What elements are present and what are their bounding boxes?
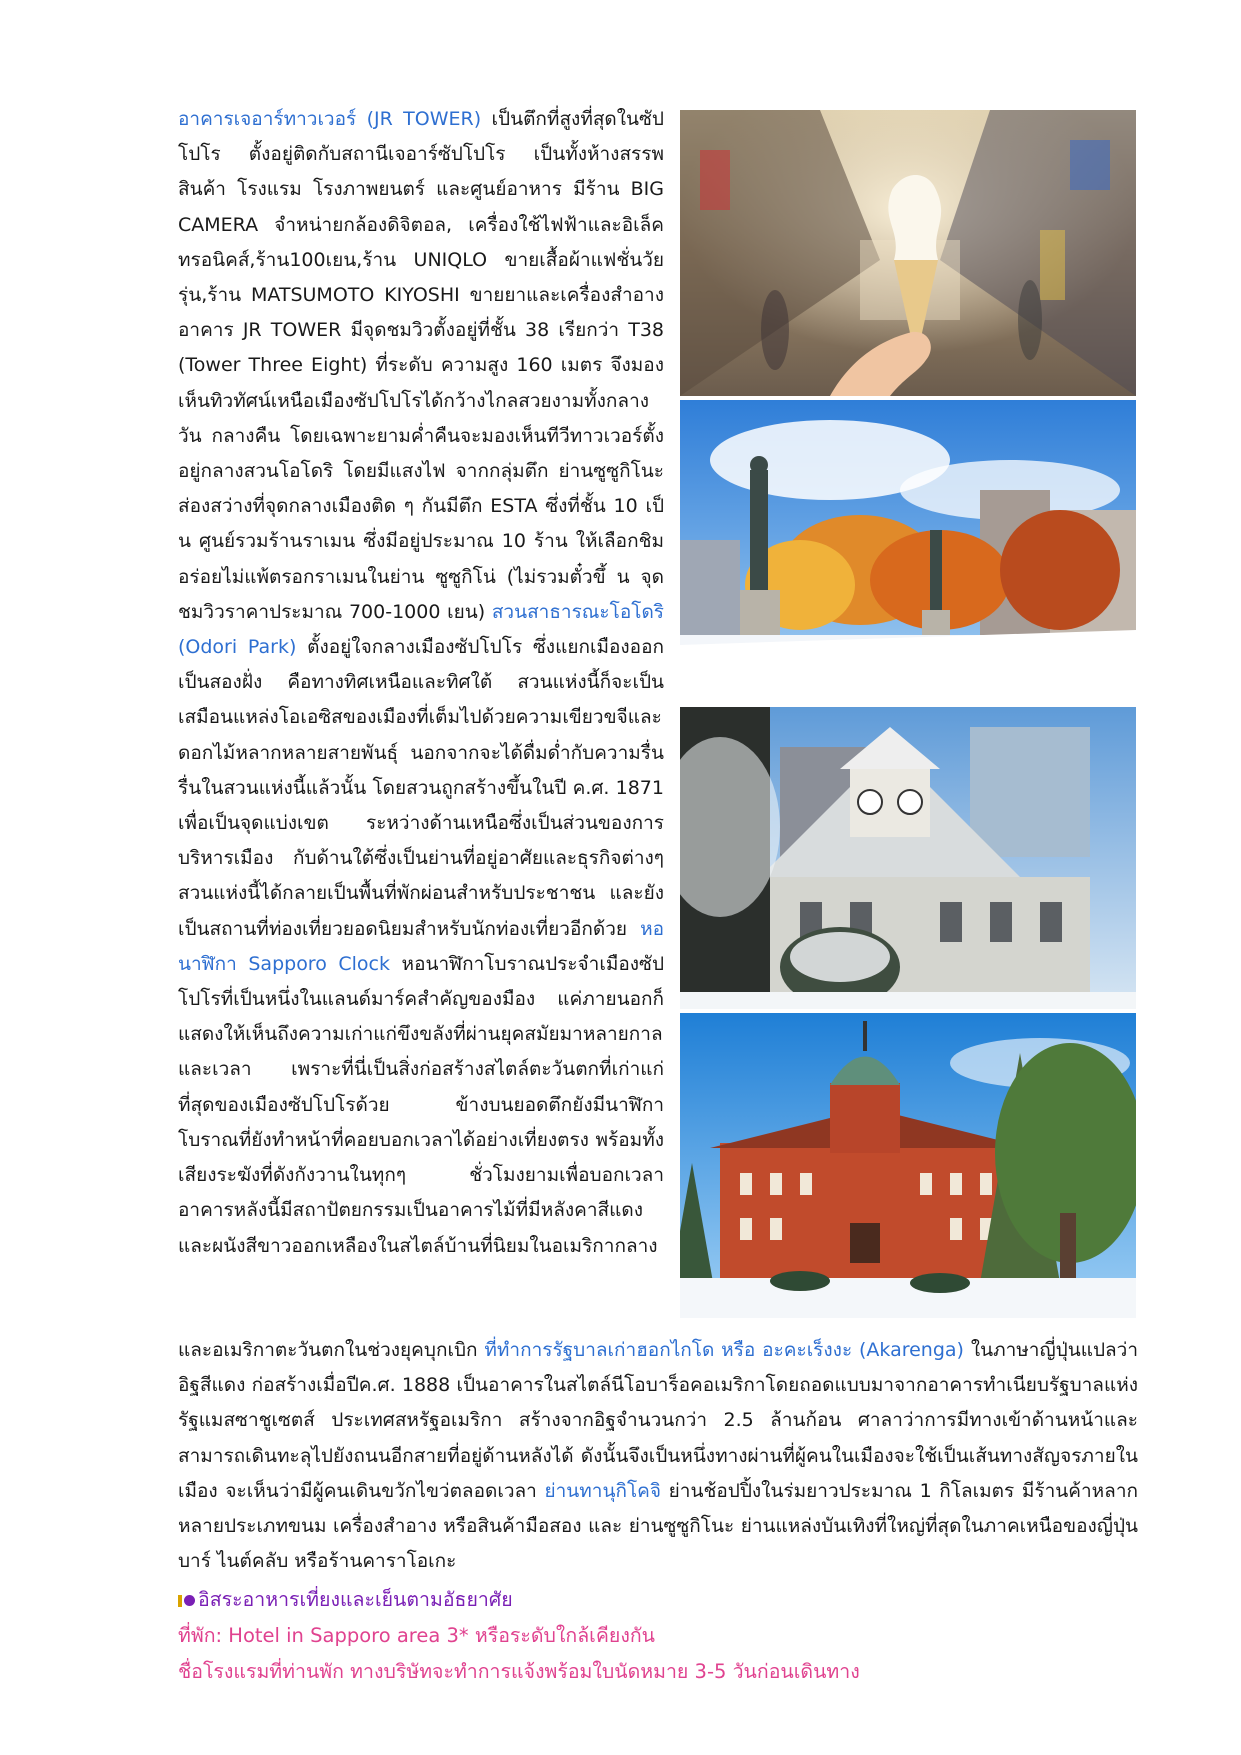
sapporo-clock-tower-photo <box>680 707 1136 1009</box>
jr-tower-link[interactable]: อาคารเจอาร์ทาวเวอร์ (JR TOWER) <box>178 108 482 130</box>
akarenga-link[interactable]: ที่ทำการรัฐบาลเก่าฮอกไกโด หรือ อะคะเร็งงะ (Akarenga) <box>484 1339 964 1361</box>
hotel-line <box>178 1618 1138 1654</box>
full-width-text <box>178 1333 1138 1579</box>
akarenga-paragraph: ในภาษาญี่ปุ่นแปลว่า อิฐสีแดง ก่อสร้างเมื่อปีค.ศ. 1888 เป็นอาคารในสไตล์นีโอบาร็อคอเมริกาโดยถอดแบบมาจากอาคารทำเนียบรัฐบาลแห่งรัฐแมสซาชูเซตส์ ประเทศสหรัฐอเมริกา สร้างจากอิฐจำนวนกว่า 2.5 ล้านก้อน ศาลาว่าการมีทางเข้าด้านหน้าและสามารถเดินทะลุไปยังถนนอีกสายที่อยู่ด้านหลังได้ ดังนั้นจึงเป็นหนึ่งทางผ่านที่ผู้คนในเมืองจะใช้เป็นเส้นทางสัญจรภายในเมือง จะเห็นว่ามีผู้คนเดินขวักไขว่ตลอดเวลา <box>178 1339 1138 1502</box>
odori-park-paragraph: ตั้งอยู่ใจกลางเมืองซัปโปโร ซึ่งแยกเมืองออกเป็นสองฝั่ง คือทางทิศเหนือและทิศใต้ สวนแห่งนี้ก็จะเป็นเสมือนแหล่งโอเอซิสของเมืองที่เต็มไปด้วยความเขียวขจีและดอกไม้หลากหลายสายพันธุ์ นอกจากจะได้ดื่มด่ำกับความรื่นรื่นในสวนแห่งนี้แล้วนั้น โดยสวนถูกสร้างขึ้นในปี ค.ศ. 1871 เพื่อเป็นจุดแบ่งเขต ระหว่างด้านเหนือซึ่งเป็นส่วนของการบริหารเมือง กับด้านใต้ซึ่งเป็นย่านที่อยู่อาศัยและธุรกิจต่างๆ สวนแห่งนี้ได้กลายเป็นพื้นที่พักผ่อนสำหรับประชาชน และยังเป็นสถานที่ท่องเที่ยวยอดนิยมสำหรับนักท่องเที่ยวอีกด้วย <box>178 636 664 940</box>
odori-park-link[interactable]: สวนสาธารณะโอโดริ (Odori Park) <box>178 600 664 659</box>
akarenga-building-photo <box>680 1013 1136 1318</box>
hotel-notice-text: ชื่อโรงแรมที่ท่านพัก ทางบริษัทจะทำการแจ้งพร้อมใบนัดหมาย 3-5 วันก่อนเดินทาง <box>178 1660 860 1683</box>
akarenga-intro-text: และอเมริกาตะวันตกในช่วงยุคบุกเบิก <box>178 1339 485 1361</box>
yellow-marker-icon <box>178 1595 182 1607</box>
tanukikoji-link[interactable]: ย่านทานุกิโคจิ <box>544 1479 661 1502</box>
purple-dot-icon <box>184 1595 195 1606</box>
photo-column <box>680 110 1136 1322</box>
sapporo-clock-link[interactable]: หอนาฬิกา Sapporo Clock <box>178 917 664 975</box>
meal-note-text: อิสระอาหารเที่ยงและเย็นตามอัธยาศัย <box>198 1588 513 1611</box>
main-text-column <box>178 102 664 1264</box>
hotel-line-text: ที่พัก: Hotel in Sapporo area 3* หรือระดับใกล้เคียงกัน <box>178 1624 655 1647</box>
hotel-notice <box>178 1654 1138 1690</box>
odori-park-photo <box>680 400 1136 703</box>
tanukikoji-paragraph: ย่านช้อปปิ้งในร่มยาวประมาณ 1 กิโลเมตร มีร้านค้าหลากหลายประเภทขนม เครื่องสำอาง หรือสินค้ามือสอง และ ย่านซูซูกิโนะ ย่านแหล่งบันเทิงที่ใหญ่ที่สุดในภาคเหนือของญี่ปุ่น บาร์ ไนต์คลับ หรือร้านคาราโอเกะ <box>178 1479 1138 1573</box>
ice-cream-arcade-photo <box>680 110 1136 396</box>
sapporo-clock-paragraph: หอนาฬิกาโบราณประจำเมืองซัปโปโรที่เป็นหนึ่งในแลนด์มาร์คสำคัญของมือง แค่ภายนอกก็แสดงให้เห็นถึงความเก่าแก่ขึงขลังที่ผ่านยุคสมัยมาหลายกาลและเวลา เพราะที่นี่เป็นสิ่งก่อสร้างสไตล์ตะวันตกที่เก่าแก่ที่สุดของเมืองซัปโปโรด้วย ข้างบนยอดตึกยังมีนาฬิกาโบราณที่ยังทำหน้าที่คอยบอกเวลาได้อย่างเที่ยงตรง พร้อมทั้งเสียงระฆังที่ดังกังวานในทุกๆ ชั่วโมงยามเพื่อบอกเวลา อาคารหลังนี้มีสถาปัตยกรรมเป็นอาคารไม้ที่มีหลังคาสีแดงและผนังสีขาวออกเหลืองในสไตล์บ้านที่นิยมในอเมริกากลาง <box>178 952 665 1257</box>
jr-tower-paragraph: เป็นตึกที่สูงที่สุดในซัปโปโร ตั้งอยู่ติดกับสถานีเจอาร์ซัปโปโร เป็นทั้งห้างสรรพสินค้า โรงแรม โรงภาพยนตร์ และศูนย์อาหาร มีร้าน BIG CAMERA จำหน่ายกล้องดิจิตอล, เครื่องใช้ไฟฟ้าและอิเล็คทรอนิคส์,ร้าน100เยน,ร้าน UNIQLO ขายเสื้อผ้าแฟชั่นวัยรุ่น,ร้าน MATSUMOTO KIYOSHI ขายยาและเครื่องสำอาง อาคาร JR TOWER มีจุดชมวิวตั้งอยู่ที่ชั้น 38 เรียกว่า T38 (Tower Three Eight) ที่ระดับ ความสูง 160 เมตร จึงมองเห็นทิวทัศน์เหนือเมืองซัปโปโรได้กว้างไกลสวยงามทั้งกลางวัน กลางคืน โดยเฉพาะยามค่ำคืนจะมองเห็นทีวีทาวเวอร์ตั้งอยู่กลางสวนโอโดริ โดยมีแสงไฟ จากกลุ่มตึก ย่านซูซูกิโนะ ส่องสว่างที่จุดกลางเมืองติด ๆ กันมีตึก ESTA ซึ่งที่ชั้น 10 เป็ น ศูนย์รวมร้านราเมน ซึ่งมีอยู่ประมาณ 10 ร้าน ให้เลือกชิมอร่อยไม่แพ้ตรอกราเมนในย่าน ซูซูกิโน่ (ไม่รวมตั๋วขึ้ น จุดชมวิวราคาประมาณ 700-1000 เยน) <box>178 108 664 623</box>
meal-note <box>178 1582 1138 1618</box>
